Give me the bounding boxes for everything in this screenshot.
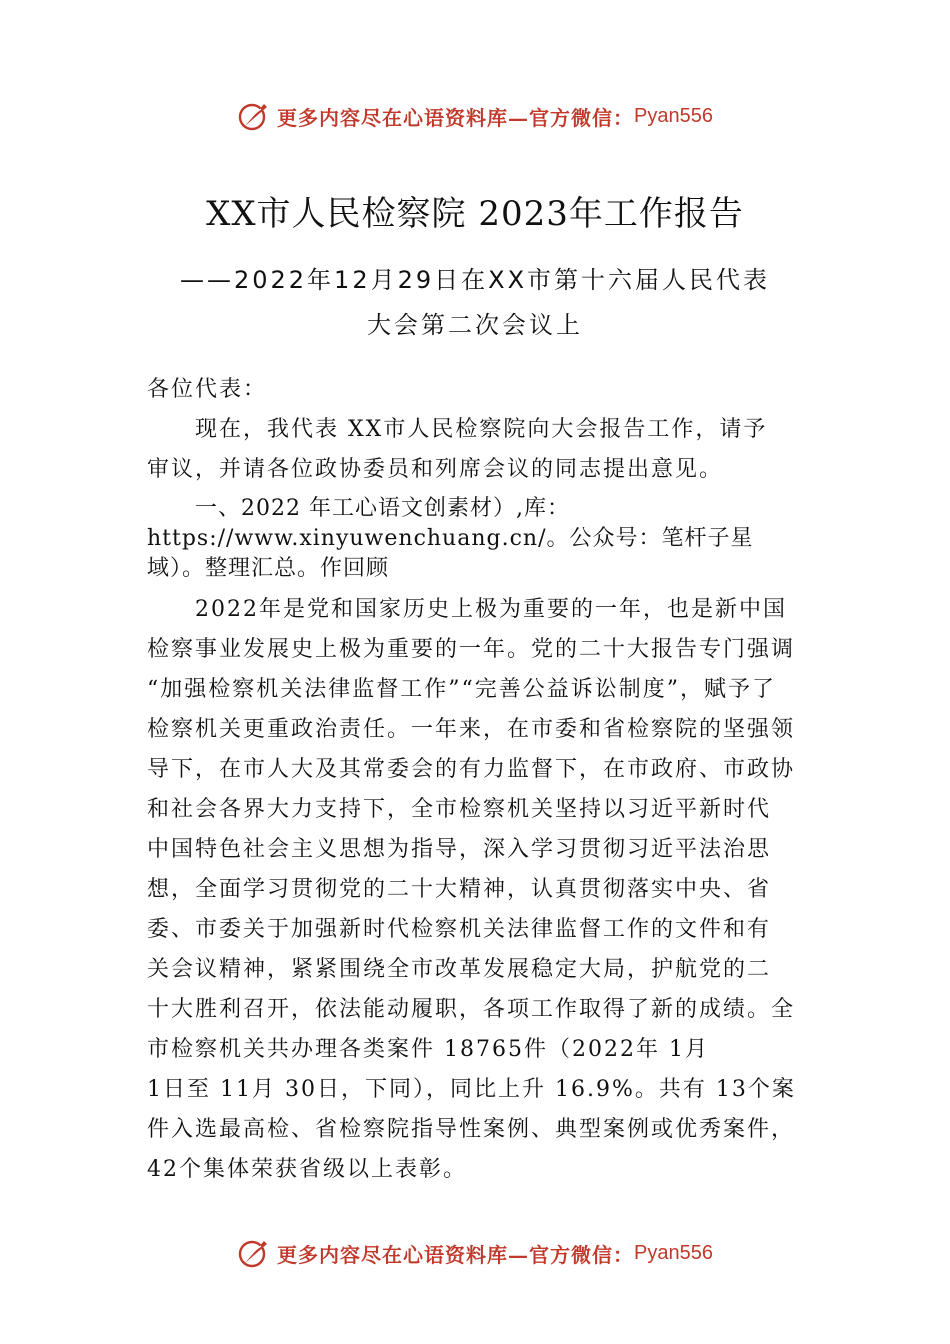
paragraph-line: 委、市委关于加强新时代检察机关法律监督工作的文件和有 (147, 917, 772, 942)
section-heading-line: https://www.xinyuwenchuang.cn/。公众号：笔杆子星 (147, 526, 754, 551)
subtitle-line: 大会第二次会议上 (367, 311, 583, 339)
section-heading-line: 域）。整理汇总。作回顾 (147, 556, 390, 581)
document-body (147, 370, 837, 1190)
quill-logo-icon (237, 1236, 271, 1270)
paragraph-line: 市检察机关共办理各类案件 18765件（2022年 1月 (147, 1037, 709, 1062)
paragraph-line: 中国特色社会主义思想为指导，深入学习贯彻习近平法治思 (147, 837, 772, 862)
footer-banner (0, 1233, 950, 1273)
paragraph-line: 十大胜利召开，依法能动履职，各项工作取得了新的成绩。全 (147, 997, 796, 1022)
document-title: XX市人民检察院 2023年工作报告 (206, 194, 744, 234)
section-heading-line: 一、2022 年工心语文创素材）,库： (195, 496, 570, 521)
paragraph-line: 导下，在市人大及其常委会的有力监督下，在市政府、市政协 (147, 757, 796, 782)
paragraph-line: 想，全面学习贯彻党的二十大精神，认真贯彻落实中央、省 (147, 877, 772, 902)
salutation: 各位代表： (147, 377, 268, 402)
paragraph-line: 1日至 11月 30日，下同），同比上升 16.9%。共有 13个案 (147, 1077, 796, 1102)
paragraph-line: 件入选最高检、省检察院指导性案例、典型案例或优秀案件， (147, 1117, 796, 1142)
intro-line: 现在，我代表 XX市人民检察院向大会报告工作，请予 (195, 417, 768, 442)
subtitle-line: ——2022年12月29日在XX市第十六届人民代表 (179, 266, 771, 294)
banner-wechat-handle: Pyan556 (634, 104, 713, 127)
paragraph-line: “加强检察机关法律监督工作”“完善公益诉讼制度”，赋予了 (147, 677, 776, 702)
banner-text: 更多内容尽在心语资料库—官方微信： (277, 105, 635, 130)
banner-text: 更多内容尽在心语资料库—官方微信： (277, 1242, 635, 1267)
quill-logo-icon (237, 99, 271, 133)
paragraph-line: 检察机关更重政治责任。一年来，在市委和省检察院的坚强领 (147, 717, 796, 742)
intro-line: 审议，并请各位政协委员和列席会议的同志提出意见。 (147, 457, 724, 482)
paragraph-line: 关会议精神，紧紧围绕全市改革发展稳定大局，护航党的二 (147, 957, 772, 982)
paragraph-line: 检察事业发展史上极为重要的一年。党的二十大报告专门强调 (147, 637, 796, 662)
paragraph-line: 和社会各界大力支持下，全市检察机关坚持以习近平新时代 (147, 797, 772, 822)
banner-wechat-handle: Pyan556 (634, 1241, 713, 1264)
header-banner (0, 96, 950, 136)
paragraph-line: 42个集体荣获省级以上表彰。 (147, 1157, 467, 1182)
paragraph-line: 2022年是党和国家历史上极为重要的一年，也是新中国 (195, 597, 787, 622)
